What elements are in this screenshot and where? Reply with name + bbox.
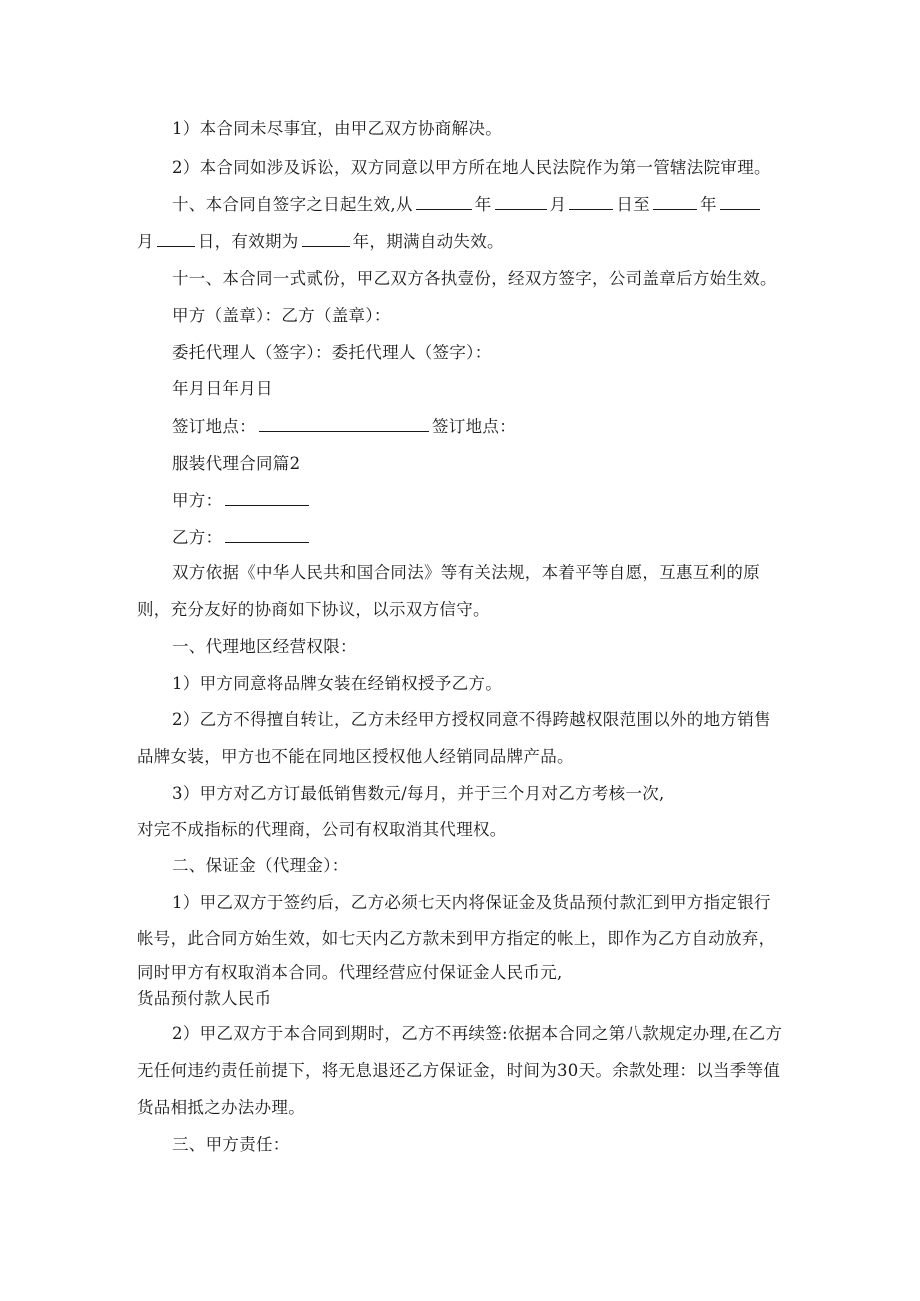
text-line [172, 892, 771, 914]
clause-text: 帐号，此合同方始生效，如七天内乙方款未到甲方指定的帐上，即作为乙方自动放弃， [137, 929, 776, 948]
text-line [172, 378, 273, 400]
clause-text: 年 [699, 195, 717, 214]
fill-blank [653, 193, 697, 210]
text-line [172, 489, 312, 512]
text-line [137, 988, 271, 1010]
fill-blank [225, 489, 309, 506]
clause-text: 品牌女装，甲方也不能在同地区授权他人经销同品牌产品。 [137, 747, 574, 766]
section-heading: 二、保证金（代理金）： [172, 856, 349, 875]
clause-text: 1）本合同未尽事宜，由甲乙双方协商解决。 [172, 119, 502, 138]
signature-label: 委托代理人（签字）：委托代理人（签字）： [172, 343, 492, 362]
text-line [172, 193, 763, 216]
text-line [137, 230, 504, 253]
text-line [137, 819, 507, 841]
fill-blank [569, 193, 613, 210]
text-line [172, 118, 502, 140]
clause-text: 对完不成指标的代理商，公司有权取消其代理权。 [137, 820, 507, 839]
fill-blank [495, 193, 547, 210]
party-label: 甲方： [172, 491, 223, 510]
text-line [137, 928, 775, 950]
text-line [172, 453, 300, 475]
clause-text: 月 [549, 195, 567, 214]
clause-text: 2）本合同如涉及诉讼，双方同意以甲方所在地人民法院作为第一管辖法院审理。 [172, 158, 771, 177]
text-line [172, 855, 349, 877]
clause-text: 日至 [616, 195, 650, 214]
text-line [172, 673, 502, 695]
text-line [137, 1060, 780, 1082]
fill-blank [157, 230, 195, 247]
clause-text: 2）乙方不得擅自转让，乙方未经甲方授权同意不得跨越权限范围以外的地方销售 [172, 710, 771, 729]
fill-blank [720, 193, 760, 210]
fill-blank [302, 230, 350, 247]
text-line [172, 305, 391, 327]
fill-blank [259, 415, 429, 432]
text-line [137, 746, 574, 768]
clause-text: 1）甲乙双方于签约后，乙方必须七天内将保证金及货品预付款汇到甲方指定银行 [172, 893, 771, 912]
section-heading: 三、甲方责任： [172, 1135, 290, 1154]
clause-text: 十一、本合同一式贰份，甲乙双方各执壹份，经双方签字，公司盖章后方始生效。 [172, 269, 777, 288]
text-line [172, 1134, 290, 1156]
fill-blank [416, 193, 472, 210]
clause-text: 十、本合同自签字之日起生效,从 [172, 195, 413, 214]
party-label: 乙方： [172, 528, 223, 547]
paragraph-text: 则，充分友好的协商如下协议，以示双方信守。 [137, 600, 490, 619]
clause-text: 日，有效期为 [197, 232, 299, 251]
text-line [172, 526, 312, 549]
text-line [172, 415, 516, 438]
text-line [137, 1097, 305, 1119]
paragraph-text: 双方依据《中华人民共和国合同法》等有关法规，本着平等自愿，互惠互利的原 [172, 563, 760, 582]
section-heading: 一、代理地区经营权限： [172, 637, 357, 656]
section-title: 服装代理合同篇2 [172, 454, 301, 473]
clause-text: 货品预付款人民币 [137, 989, 272, 1008]
text-line [172, 157, 771, 179]
clause-text: 年，期满自动失效。 [352, 232, 504, 251]
text-line [172, 1023, 782, 1045]
clause-text: 货品相抵之办法办理。 [137, 1098, 305, 1117]
place-label: 签订地点： [432, 417, 516, 436]
clause-text: 2）甲乙双方于本合同到期时，乙方不再续签:依据本合同之第八款规定办理,在乙方 [172, 1024, 783, 1043]
place-label: 签订地点： [172, 417, 256, 436]
clause-text: 年 [474, 195, 492, 214]
text-line [172, 562, 760, 584]
text-line [137, 599, 490, 621]
text-line [172, 709, 771, 731]
clause-text: 同时甲方有权取消本合同。代理经营应付保证金人民币元, [137, 963, 563, 982]
clause-text: 无任何违约责任前提下，将无息退还乙方保证金，时间为30天。余款处理：以当季等值 [137, 1061, 781, 1080]
clause-text: 1）甲方同意将品牌女装在经销权授予乙方。 [172, 674, 502, 693]
text-line [172, 783, 665, 805]
signature-label: 甲方（盖章）：乙方（盖章）： [172, 306, 391, 325]
fill-blank [225, 526, 309, 543]
date-label: 年月日年月日 [172, 379, 273, 398]
text-line [172, 268, 777, 290]
text-line [137, 962, 563, 984]
clause-text: 月 [137, 232, 154, 251]
text-line [172, 342, 492, 364]
clause-text: 3）甲方对乙方订最低销售数元/每月，并于三个月对乙方考核一次, [172, 784, 665, 803]
text-line [172, 636, 357, 658]
